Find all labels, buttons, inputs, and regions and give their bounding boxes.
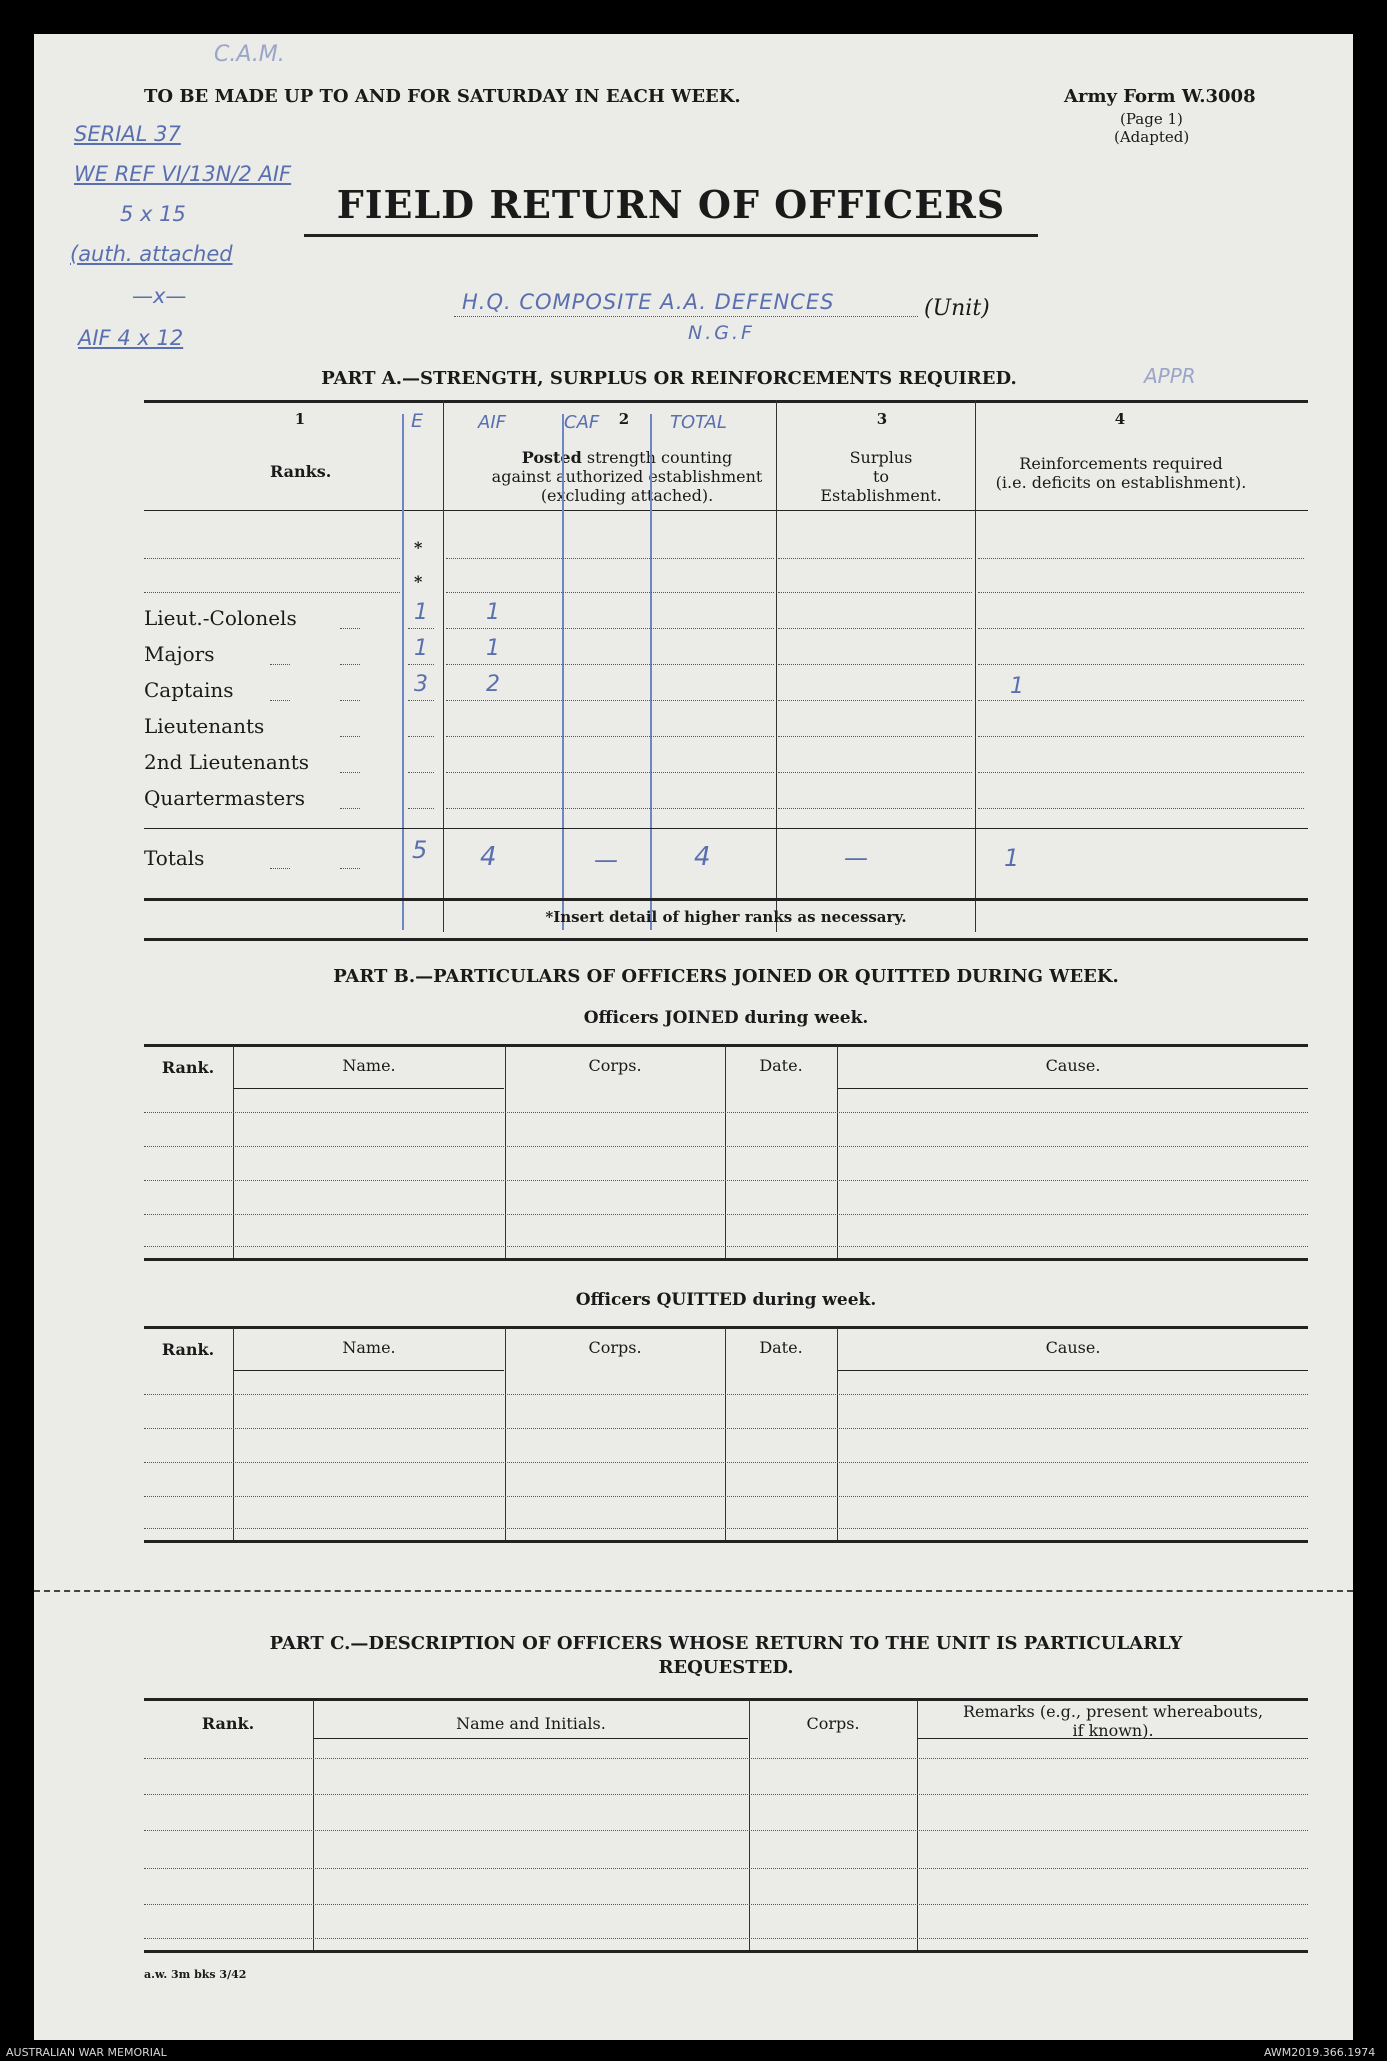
unit-line [454, 316, 918, 317]
col-posted-rest: strength counting [581, 448, 733, 467]
col-total-label: TOTAL [670, 412, 727, 433]
form-page [34, 34, 1353, 2040]
col-reinforcements-header [976, 454, 1266, 492]
archive-footer-left: AUSTRALIAN WAR MEMORIAL [6, 2046, 167, 2059]
part-c-row-4 [144, 1868, 1308, 1869]
captains-e: 3 [414, 672, 428, 697]
quitted-vline-3 [725, 1328, 726, 1540]
col-reinf-line1: Reinforcements required [1019, 454, 1223, 473]
footnote: *Insert detail of higher ranks as necessary. [545, 908, 907, 926]
col-surplus-line3: Establishment. [820, 486, 942, 505]
title-underline [304, 234, 1038, 237]
col-posted-line2: against authorized establishment [491, 467, 763, 486]
c3-dots-1 [778, 558, 972, 559]
c2-dots-1 [446, 558, 774, 559]
joined-vline-1 [233, 1046, 234, 1258]
part-c-heading-line2: REQUESTED. [658, 1657, 794, 1678]
part-c-row-6 [144, 1938, 1308, 1939]
joined-vline-4 [837, 1046, 838, 1258]
quitted-name-rule [234, 1370, 504, 1371]
lt-col-e: 1 [414, 600, 428, 625]
c4-row-dots-6 [978, 808, 1304, 809]
col-number-4: 4 [1114, 410, 1126, 428]
quitted-vline-2 [505, 1328, 506, 1540]
part-a-vline-2 [776, 400, 777, 932]
unit-label: (Unit) [924, 296, 990, 321]
e-dots-3 [408, 700, 434, 701]
totals-aif: 4 [480, 842, 497, 872]
c3-row-dots-6 [778, 808, 972, 809]
rank-captains: Captains [144, 678, 234, 702]
lt-col-aif: 1 [486, 600, 500, 625]
col-surplus-line2: to [872, 467, 890, 486]
perforation-line[interactable] [34, 1590, 1353, 1592]
pen-line-e-left [402, 414, 404, 930]
majors-e: 1 [414, 636, 428, 661]
part-c-row-2 [144, 1794, 1308, 1795]
form-number: Army Form W.3008 [1064, 86, 1256, 107]
quitted-vline-1 [233, 1328, 234, 1540]
joined-col-date: Date. [759, 1056, 803, 1075]
col-number-2: 2 [618, 410, 630, 428]
star-row-2-rank-dots [144, 592, 400, 593]
part-c-remarks-line2: if known). [1072, 1721, 1154, 1740]
c3-row-dots-4 [778, 736, 972, 737]
totals-e: 5 [412, 836, 428, 864]
appr-note: APPR [1144, 364, 1196, 388]
part-a-top-rule [144, 400, 1308, 403]
rank-quartermasters: Quartermasters [144, 786, 306, 810]
part-a-end-rule [144, 938, 1308, 941]
part-c-remarks-rule [918, 1738, 1308, 1739]
c4-dots-1 [978, 558, 1304, 559]
col-surplus-line1: Surplus [849, 448, 913, 467]
rank-lieut-colonels: Lieut.-Colonels [144, 606, 297, 630]
part-a-vline-1 [443, 400, 444, 932]
part-c-top-rule [144, 1698, 1308, 1701]
c4-row-dots-2 [978, 664, 1304, 665]
totals-caf: — [594, 846, 618, 874]
col-number-3: 3 [876, 410, 888, 428]
part-c-col-name: Name and Initials. [456, 1714, 606, 1733]
part-c-heading-line1: PART C.—DESCRIPTION OF OFFICERS WHOSE RETURN TO THE UNIT IS PARTICULARLY [269, 1633, 1183, 1654]
part-c-col-rank: Rank. [201, 1714, 255, 1733]
archive-footer-right: AWM2019.366.1974 [1264, 2046, 1376, 2059]
part-c-remarks-line1: Remarks (e.g., present whereabouts, [962, 1702, 1264, 1721]
part-a-heading: PART A.—STRENGTH, SURPLUS OR REINFORCEMENTS REQUIRED. [321, 368, 1017, 389]
col-e-label: E [411, 410, 424, 432]
col-number-1: 1 [294, 410, 306, 428]
star-1: * [414, 538, 423, 557]
c3-row-dots-5 [778, 772, 972, 773]
part-c-name-rule [314, 1738, 748, 1739]
joined-cause-rule [838, 1088, 1308, 1089]
c2-row-dots-3 [446, 700, 774, 701]
joined-row-1 [144, 1112, 1308, 1113]
joined-row-4 [144, 1214, 1308, 1215]
part-c-vline-2 [749, 1700, 750, 1950]
e-dots-6 [408, 808, 434, 809]
quitted-top-rule [144, 1326, 1308, 1329]
part-a-bottom-rule [144, 898, 1308, 901]
joined-row-3 [144, 1180, 1308, 1181]
c4-dots-2 [978, 592, 1304, 593]
leader-6 [340, 808, 360, 809]
page-title: FIELD RETURN OF OFFICERS [336, 182, 1006, 227]
rank-majors: Majors [144, 642, 215, 666]
joined-row-5 [144, 1246, 1308, 1247]
quitted-col-cause: Cause. [1045, 1338, 1101, 1357]
quitted-col-corps: Corps. [588, 1338, 642, 1357]
part-c-col-corps: Corps. [806, 1714, 860, 1733]
c2-row-dots-5 [446, 772, 774, 773]
joined-col-rank: Rank. [161, 1058, 215, 1077]
col-reinf-line2: (i.e. deficits on establishment). [995, 473, 1247, 492]
star-row-1-rank-dots [144, 558, 400, 559]
joined-top-rule [144, 1044, 1308, 1047]
instruction-text: TO BE MADE UP TO AND FOR SATURDAY IN EACH WEEK. [144, 86, 741, 107]
col-posted-line3: (excluding attached). [540, 486, 714, 505]
part-a-header-rule [144, 510, 1308, 511]
c4-row-dots-4 [978, 736, 1304, 737]
part-c-row-5 [144, 1904, 1308, 1905]
auth-note: (auth. attached [70, 242, 233, 266]
part-c-row-3 [144, 1830, 1308, 1831]
quitted-row-4 [144, 1496, 1308, 1497]
unit-value: H.Q. COMPOSITE A.A. DEFENCES [462, 290, 835, 314]
c4-row-dots-3 [978, 700, 1304, 701]
quitted-row-2 [144, 1428, 1308, 1429]
totals-reinforcements: 1 [1004, 844, 1020, 872]
quitted-bottom-rule [144, 1540, 1308, 1543]
c2-dots-2 [446, 592, 774, 593]
totals-leader-a [270, 868, 290, 869]
part-c-bottom-rule [144, 1950, 1308, 1953]
part-c-heading [144, 1632, 1308, 1680]
form-page-number: (Page 1) [1120, 110, 1183, 128]
joined-row-2 [144, 1146, 1308, 1147]
quitted-cause-rule [838, 1370, 1308, 1371]
totals-label: Totals [144, 846, 205, 870]
print-code: a.w. 3m bks 3/42 [144, 1968, 247, 1981]
col-surplus-header [776, 448, 986, 505]
part-c-row-1 [144, 1758, 1308, 1759]
quitted-col-date: Date. [759, 1338, 803, 1357]
c4-row-dots-5 [978, 772, 1304, 773]
joined-col-corps: Corps. [588, 1056, 642, 1075]
c3-row-dots-1 [778, 628, 972, 629]
leader-3a [340, 700, 360, 701]
totals-leader-b [340, 868, 360, 869]
ratio-note: 5 x 15 [120, 202, 186, 226]
leader-3b [270, 700, 290, 701]
rank-lieutenants: Lieutenants [144, 714, 265, 738]
ngf-note: N.G.F [688, 322, 755, 344]
leader-2a [340, 664, 360, 665]
pen-line-caf-total [650, 414, 652, 930]
captains-aif: 2 [486, 672, 500, 697]
col-caf-label: CAF [564, 412, 600, 433]
aif-note: AIF 4 x 12 [78, 326, 184, 350]
c2-row-dots-1 [446, 628, 774, 629]
totals-rule [144, 828, 1308, 829]
col-aif-label: AIF [478, 412, 506, 433]
rank-2nd-lieutenants: 2nd Lieutenants [144, 750, 310, 774]
joined-col-name: Name. [342, 1056, 396, 1075]
leader-2b [270, 664, 290, 665]
pen-line-aif-caf [562, 414, 564, 930]
joined-bottom-rule [144, 1258, 1308, 1261]
e-dots-4 [408, 736, 434, 737]
part-b-heading: PART B.—PARTICULARS OF OFFICERS JOINED OR QUITTED DURING WEEK. [333, 966, 1119, 987]
separator-note: —x— [132, 284, 187, 308]
c2-row-dots-2 [446, 664, 774, 665]
quitted-row-1 [144, 1394, 1308, 1395]
quitted-row-5 [144, 1528, 1308, 1529]
joined-vline-3 [725, 1046, 726, 1258]
col-posted-bold: Posted [521, 448, 582, 467]
leader-4 [340, 736, 360, 737]
c3-row-dots-2 [778, 664, 972, 665]
part-a-vline-3 [975, 400, 976, 932]
joined-name-rule [234, 1088, 504, 1089]
e-dots-2 [408, 664, 434, 665]
form-adapted: (Adapted) [1114, 128, 1190, 146]
serial-note: SERIAL 37 [74, 122, 181, 146]
col-ranks-header: Ranks. [270, 462, 332, 481]
e-dots-5 [408, 772, 434, 773]
captains-reinforcements: 1 [1010, 674, 1024, 699]
c3-row-dots-3 [778, 700, 972, 701]
quitted-row-3 [144, 1462, 1308, 1463]
leader-1 [340, 628, 360, 629]
totals-surplus: — [844, 844, 868, 872]
c4-row-dots-1 [978, 628, 1304, 629]
joined-vline-2 [505, 1046, 506, 1258]
leader-5 [340, 772, 360, 773]
quitted-vline-4 [837, 1328, 838, 1540]
c3-dots-2 [778, 592, 972, 593]
joined-col-cause: Cause. [1045, 1056, 1101, 1075]
quitted-title: Officers QUITTED during week. [575, 1290, 877, 1310]
e-dots-1 [408, 628, 434, 629]
faint-stamp-note: C.A.M. [214, 42, 285, 67]
we-ref-note: WE REF VI/13N/2 AIF [74, 162, 292, 186]
star-2: * [414, 572, 423, 591]
c2-row-dots-6 [446, 808, 774, 809]
joined-title: Officers JOINED during week. [583, 1008, 869, 1028]
quitted-col-rank: Rank. [161, 1340, 215, 1359]
totals-total: 4 [694, 842, 711, 872]
part-c-col-remarks [918, 1702, 1308, 1740]
col-posted-header [444, 448, 810, 505]
quitted-col-name: Name. [342, 1338, 396, 1357]
majors-aif: 1 [486, 636, 500, 661]
c2-row-dots-4 [446, 736, 774, 737]
